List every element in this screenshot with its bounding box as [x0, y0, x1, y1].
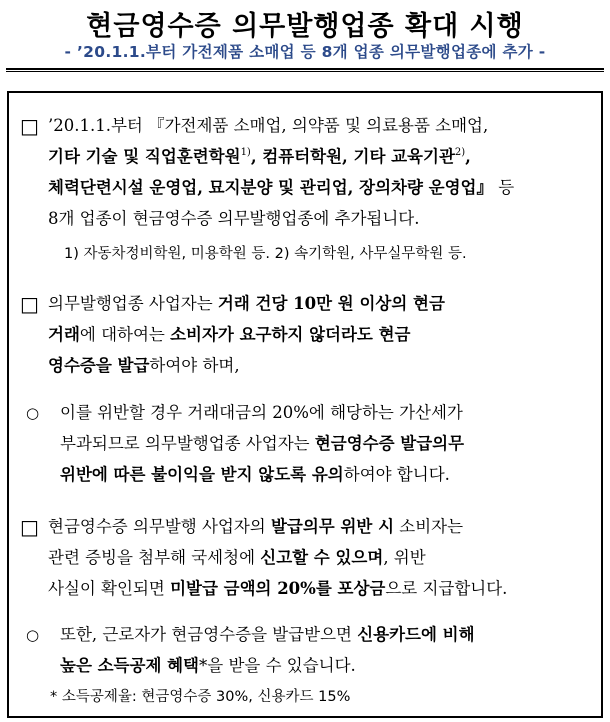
document-subtitle: - ’20.1.1.부터 가전제품 소매업 등 8개 업종 의무발행업종에 추가 -: [64, 43, 546, 61]
section3-sub-line1: 또한, 근로자가 현금영수증을 발급받으면 신용카드에 비해: [60, 625, 475, 644]
section3-footnote: * 소득공제율: 현금영수증 30%, 신용카드 15%: [50, 689, 351, 705]
section1-footnote: 1) 자동차정비학원, 미용학원 등. 2) 속기학원, 사무실무학원 등.: [64, 246, 467, 262]
section2-line1: 의무발행업종 사업자는 거래 건당 10만 원 이상의 현금: [48, 294, 445, 313]
circle-bullet: ○: [26, 404, 40, 422]
section3-line2: 관련 증빙을 첨부해 국세청에 신고할 수 있으며, 위반: [48, 548, 426, 567]
section1-line3: 체력단련시설 운영업, 묘지분양 및 관리업, 장의차량 운영업』 등: [48, 178, 515, 197]
section3-line1: 현금영수증 의무발행 사업자의 발급의무 위반 시 소비자는: [48, 517, 464, 536]
section2-sub-line1: 이를 위반할 경우 거래대금의 20%에 해당하는 가산세가: [60, 403, 463, 422]
document-title: 현금영수증 의무발행업종 확대 시행: [86, 11, 524, 42]
section3-sub-line2: 높은 소득공제 혜택*을 받을 수 있습니다.: [60, 656, 356, 675]
section2-sub-line3: 위반에 따른 불이익을 받지 않도록 유의하여야 합니다.: [60, 465, 450, 484]
square-bullet: □: [20, 114, 39, 138]
section1-line2: 기타 기술 및 직업훈련학원$^{1)}$, 컴퓨터학원, 기타 교육기관$^{2)}$,: [48, 146, 471, 166]
section1-line4: 8개 업종이 현금영수증 의무발행업종에 추가됩니다.: [48, 209, 420, 228]
title-rule-thick: [6, 68, 604, 70]
square-bullet: □: [20, 292, 39, 316]
section1-line1: ’20.1.1.부터 『가전제품 소매업, 의약품 및 의료용품 소매업,: [48, 116, 489, 135]
section2-line3: 영수증을 발급하여야 하며,: [48, 356, 240, 375]
title-rule-thin: [6, 71, 604, 72]
section3-line3: 사실이 확인되면 미발급 금액의 20%를 포상금으로 지급합니다.: [48, 579, 508, 598]
section2-sub-line2: 부과되므로 의무발행업종 사업자는 현금영수증 발급의무: [60, 434, 465, 453]
circle-bullet: ○: [26, 626, 40, 644]
square-bullet: □: [20, 515, 39, 539]
section2-line2: 거래에 대하여는 소비자가 요구하지 않더라도 현금: [48, 325, 411, 344]
